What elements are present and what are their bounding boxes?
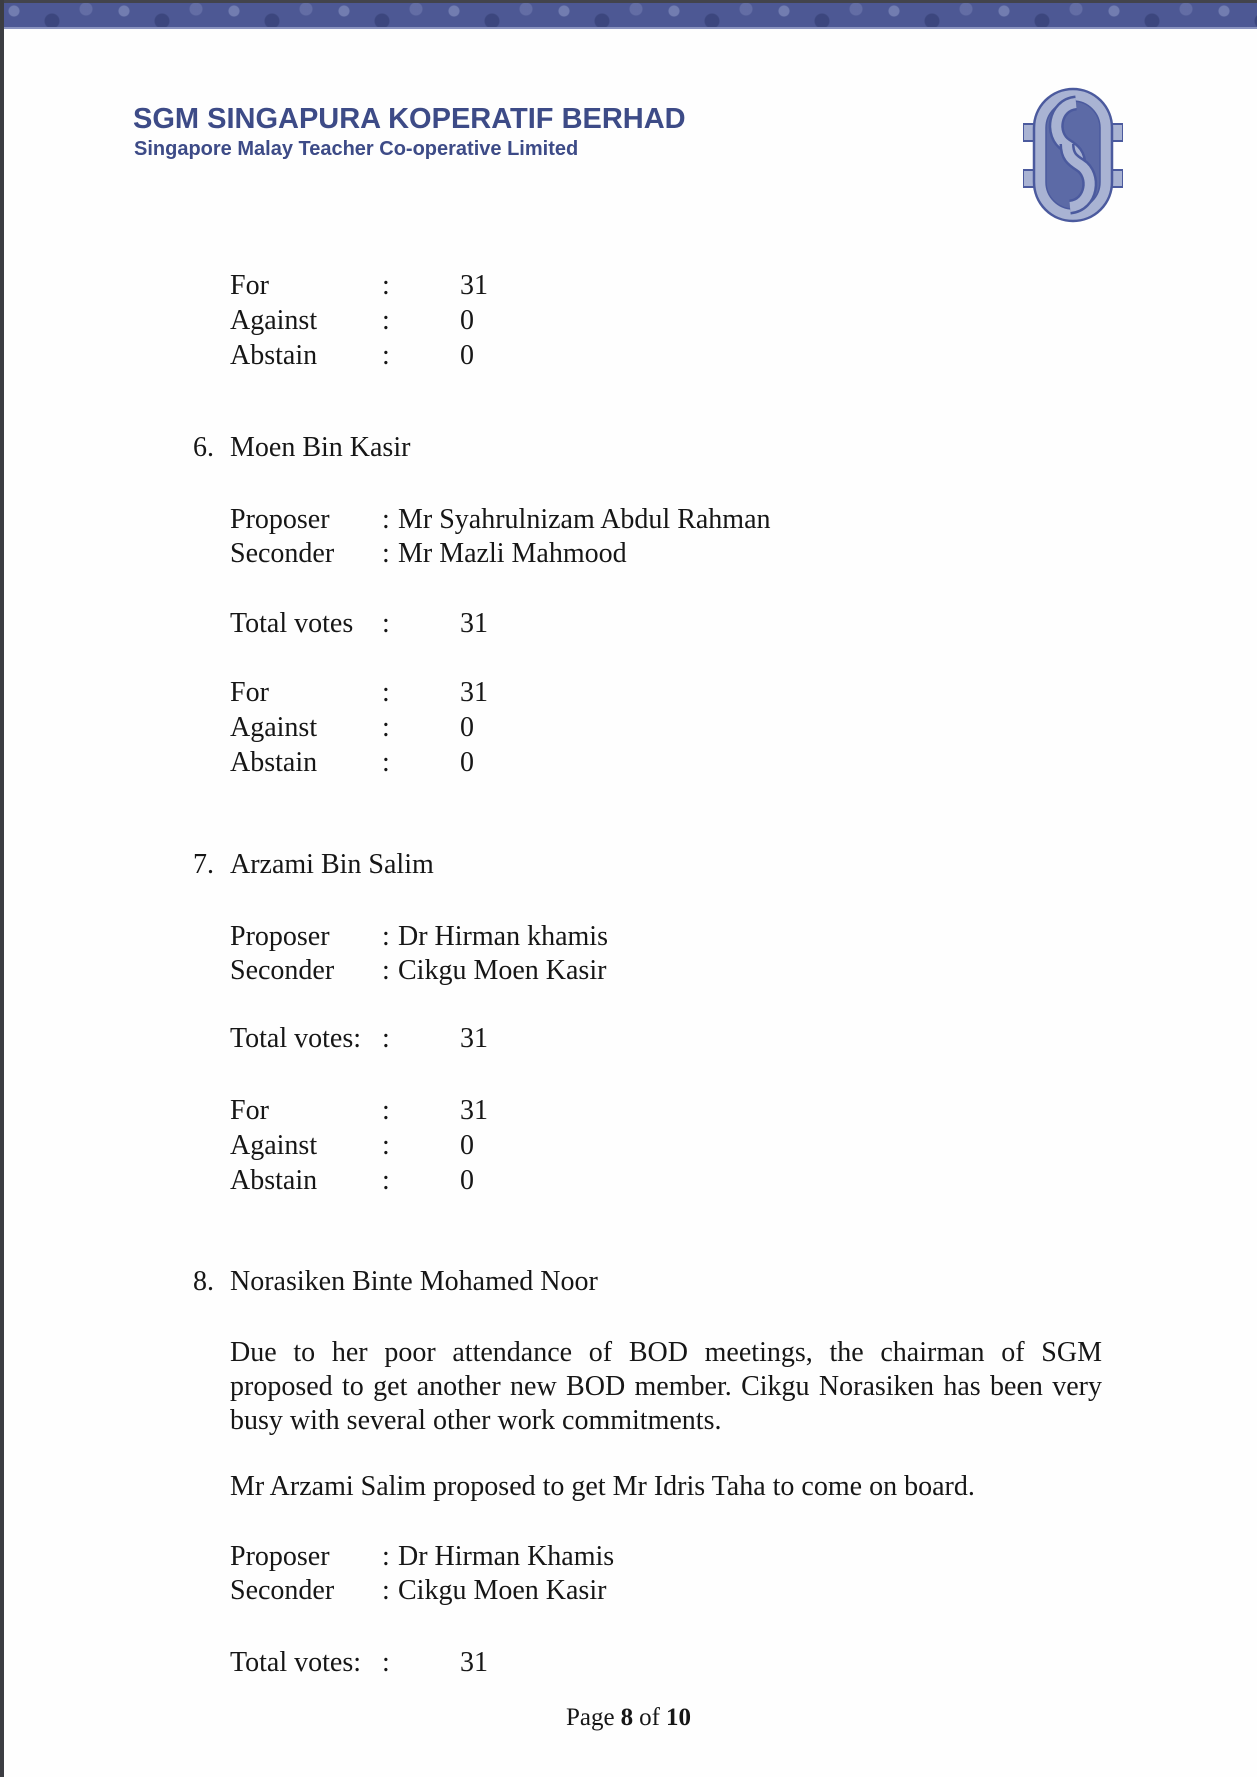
vote-results-carryover: [230, 268, 488, 373]
proposer-colon: :: [382, 1541, 390, 1572]
vote-colon: :: [382, 340, 390, 371]
vote-label: For: [230, 270, 269, 301]
vote-row: [230, 675, 488, 710]
seconder-row: [230, 537, 771, 571]
total-votes-colon: :: [382, 1023, 390, 1054]
proposer-row: [230, 503, 771, 537]
vote-row: [230, 338, 488, 373]
page-footer: [0, 1703, 1257, 1733]
proposer-colon: :: [382, 504, 390, 535]
vote-colon: :: [382, 747, 390, 778]
item-7-title: [193, 848, 434, 882]
vote-row: [230, 303, 488, 338]
seconder-label: Seconder: [230, 1575, 335, 1606]
org-subtitle: Singapore Malay Teacher Co-operative Limited: [134, 138, 579, 160]
item-7-proposer-seconder: [230, 920, 608, 988]
item-7-vote-results: [230, 1093, 488, 1198]
vote-value: 0: [460, 305, 474, 336]
total-votes-value: 31: [460, 1023, 488, 1054]
proposer-label: Proposer: [230, 1541, 330, 1572]
proposer-label: Proposer: [230, 921, 330, 952]
seconder-value: Mr Mazli Mahmood: [398, 538, 627, 569]
page-of-label: of: [639, 1704, 660, 1731]
vote-colon: :: [382, 712, 390, 743]
vote-label: Against: [230, 712, 318, 743]
total-votes-value: 31: [460, 1647, 488, 1678]
proposer-label: Proposer: [230, 504, 330, 535]
seconder-row: [230, 1574, 614, 1608]
total-votes-label: Total votes:: [230, 1647, 362, 1678]
page-total: 10: [665, 1704, 691, 1731]
item-8-paragraph-1: Due to her poor attendance of BOD meetings, the chairman of SGM proposed to get another new BOD member. Cikgu Norasiken has been very busy with several other work commitments.: [230, 1337, 1102, 1436]
item-name: Arzami Bin Salim: [230, 849, 434, 880]
total-votes-row: [230, 1645, 488, 1680]
total-votes-label: Total votes: [230, 608, 354, 639]
vote-label: Abstain: [230, 1165, 318, 1196]
vote-row: [230, 1163, 488, 1198]
proposer-row: [230, 1540, 614, 1574]
total-votes-colon: :: [382, 1647, 390, 1678]
proposer-colon: :: [382, 921, 390, 952]
vote-row: [230, 1093, 488, 1128]
vote-colon: :: [382, 305, 390, 336]
sgm-interlocked-monogram-logo: [1023, 86, 1123, 224]
item-number: 8.: [193, 1266, 214, 1297]
item-8-proposer-seconder: [230, 1540, 614, 1608]
seconder-row: [230, 954, 608, 988]
vote-value: 0: [460, 712, 474, 743]
vote-colon: :: [382, 677, 390, 708]
item-6-proposer-seconder: [230, 503, 771, 571]
item-number: 7.: [193, 849, 214, 880]
org-title: SGM SINGAPURA KOPERATIF BERHAD: [133, 103, 686, 135]
page-number: 8: [620, 1704, 634, 1731]
item-7-total-votes: [230, 1021, 488, 1056]
proposer-value: Mr Syahrulnizam Abdul Rahman: [398, 504, 771, 535]
decorative-header-band: [0, 3, 1257, 29]
seconder-label: Seconder: [230, 955, 335, 986]
proposer-row: [230, 920, 608, 954]
seconder-colon: :: [382, 955, 390, 986]
total-votes-label: Total votes:: [230, 1023, 362, 1054]
scan-left-edge: [0, 0, 4, 1777]
total-votes-row: [230, 1021, 488, 1056]
vote-row: [230, 268, 488, 303]
vote-colon: :: [382, 1095, 390, 1126]
vote-label: Against: [230, 305, 318, 336]
seconder-value: Cikgu Moen Kasir: [398, 955, 607, 986]
vote-value: 0: [460, 1130, 474, 1161]
page-label: Page: [566, 1704, 615, 1731]
vote-row: [230, 745, 488, 780]
vote-label: Against: [230, 1130, 318, 1161]
vote-colon: :: [382, 1130, 390, 1161]
item-8-total-votes: [230, 1645, 488, 1680]
vote-colon: :: [382, 270, 390, 301]
vote-label: For: [230, 677, 269, 708]
item-number: 6.: [193, 432, 214, 463]
item-name: Norasiken Binte Mohamed Noor: [230, 1266, 598, 1297]
total-votes-row: [230, 606, 488, 641]
seconder-label: Seconder: [230, 538, 335, 569]
vote-value: 0: [460, 340, 474, 371]
vote-value: 31: [460, 677, 488, 708]
seconder-value: Cikgu Moen Kasir: [398, 1575, 607, 1606]
vote-value: 0: [460, 1165, 474, 1196]
total-votes-value: 31: [460, 608, 488, 639]
seconder-colon: :: [382, 538, 390, 569]
vote-label: Abstain: [230, 747, 318, 778]
item-name: Moen Bin Kasir: [230, 432, 411, 463]
proposer-value: Dr Hirman Khamis: [398, 1541, 615, 1572]
vote-value: 31: [460, 270, 488, 301]
total-votes-colon: :: [382, 608, 390, 639]
seconder-colon: :: [382, 1575, 390, 1606]
vote-value: 31: [460, 1095, 488, 1126]
item-6-total-votes: [230, 606, 488, 641]
vote-colon: :: [382, 1165, 390, 1196]
vote-row: [230, 710, 488, 745]
vote-value: 0: [460, 747, 474, 778]
vote-row: [230, 1128, 488, 1163]
item-8-paragraph-2: Mr Arzami Salim proposed to get Mr Idris Taha to come on board.: [230, 1471, 975, 1502]
vote-label: For: [230, 1095, 269, 1126]
vote-label: Abstain: [230, 340, 318, 371]
item-6-title: [193, 431, 410, 465]
item-8-title: [193, 1265, 598, 1299]
proposer-value: Dr Hirman khamis: [398, 921, 608, 952]
item-6-vote-results: [230, 675, 488, 780]
